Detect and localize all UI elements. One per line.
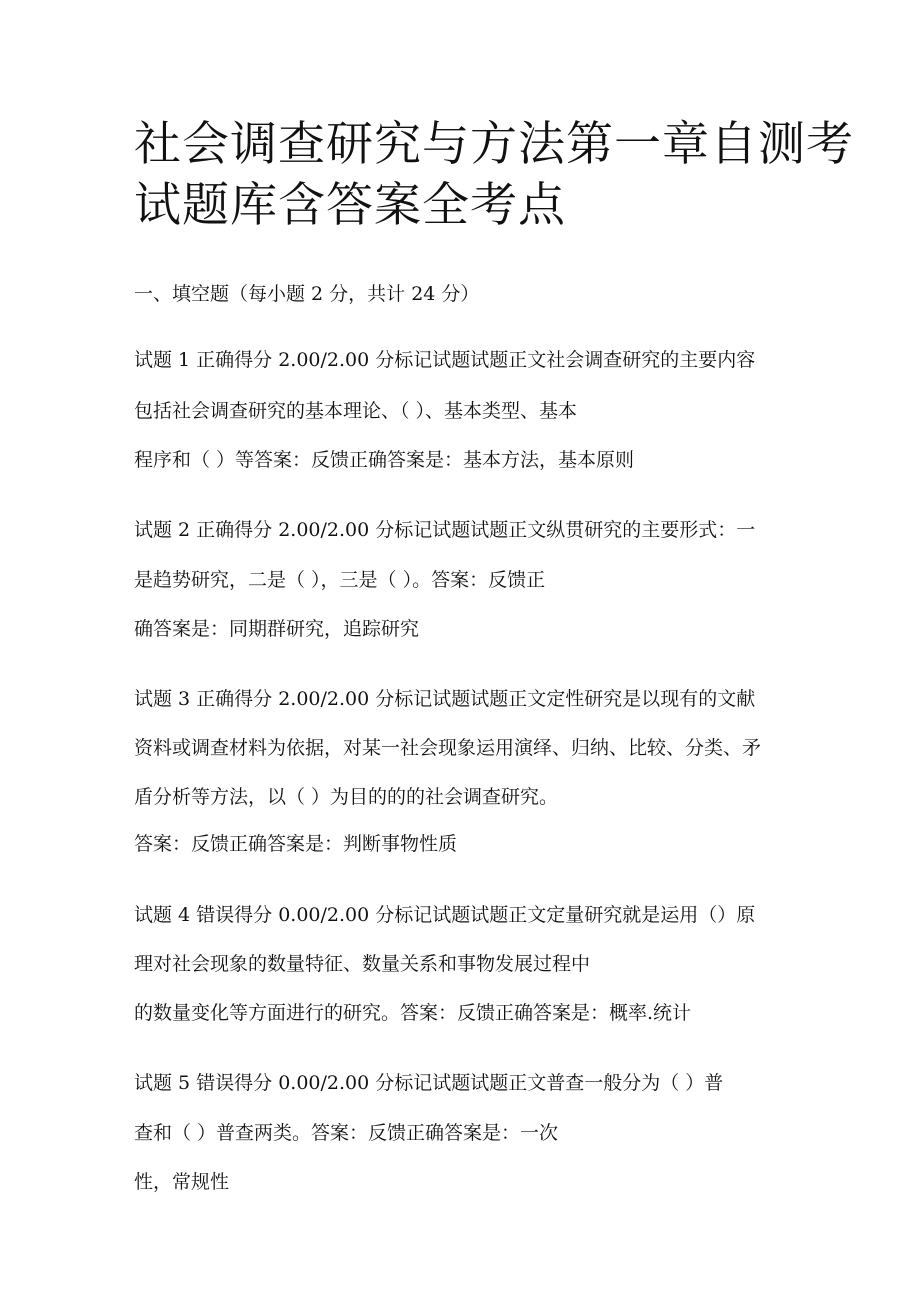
question-3-line-1: 试题 3 正确得分 2.00/2.00 分标记试题试题正文定性研究是以现有的文献	[134, 688, 756, 710]
question-1-line-2: 包括社会调查研究的基本理论、（ ）、基本类型、基本	[134, 400, 578, 422]
question-4-line-3: 的数量变化等方面进行的研究。答案：反馈正确答案是：概率.统计	[134, 1002, 692, 1024]
question-1-line-1: 试题 1 正确得分 2.00/2.00 分标记试题试题正文社会调查研究的主要内容	[134, 349, 756, 371]
question-1-line-3: 程序和（ ）等答案：反馈正确答案是：基本方法，基本原则	[134, 449, 635, 471]
question-3-line-4: 答案：反馈正确答案是：判断事物性质	[134, 833, 458, 855]
question-5-line-2: 查和（ ）普查两类。答案：反馈正确答案是：一次	[134, 1122, 559, 1144]
question-2-line-1: 试题 2 正确得分 2.00/2.00 分标记试题试题正文纵贯研究的主要形式：一	[134, 519, 756, 541]
question-4-line-1: 试题 4 错误得分 0.00/2.00 分标记试题试题正文定量研究就是运用（）原	[134, 904, 756, 926]
section-heading: 一、填空题（每小题 2 分，共计 24 分）	[134, 283, 480, 305]
document-title-line-2: 试题库含答案全考点	[134, 178, 566, 233]
question-5-line-1: 试题 5 错误得分 0.00/2.00 分标记试题试题正文普查一般分为（ ）普	[134, 1072, 724, 1094]
question-3-line-2: 资料或调查材料为依据，对某一社会现象运用演绎、归纳、比较、分类、矛	[134, 737, 762, 759]
question-2-line-2: 是趋势研究，二是（ ），三是（ ）。答案：反馈正	[134, 569, 546, 591]
question-2-line-3: 确答案是：同期群研究，追踪研究	[134, 618, 420, 640]
question-5-line-3: 性，常规性	[134, 1171, 230, 1193]
question-3-line-3: 盾分析等方法，以（ ）为目的的的社会调查研究。	[134, 786, 559, 808]
question-4-line-2: 理对社会现象的数量特征、数量关系和事物发展过程中	[134, 953, 591, 975]
document-title-line-1: 社会调查研究与方法第一章自测考	[134, 117, 854, 172]
